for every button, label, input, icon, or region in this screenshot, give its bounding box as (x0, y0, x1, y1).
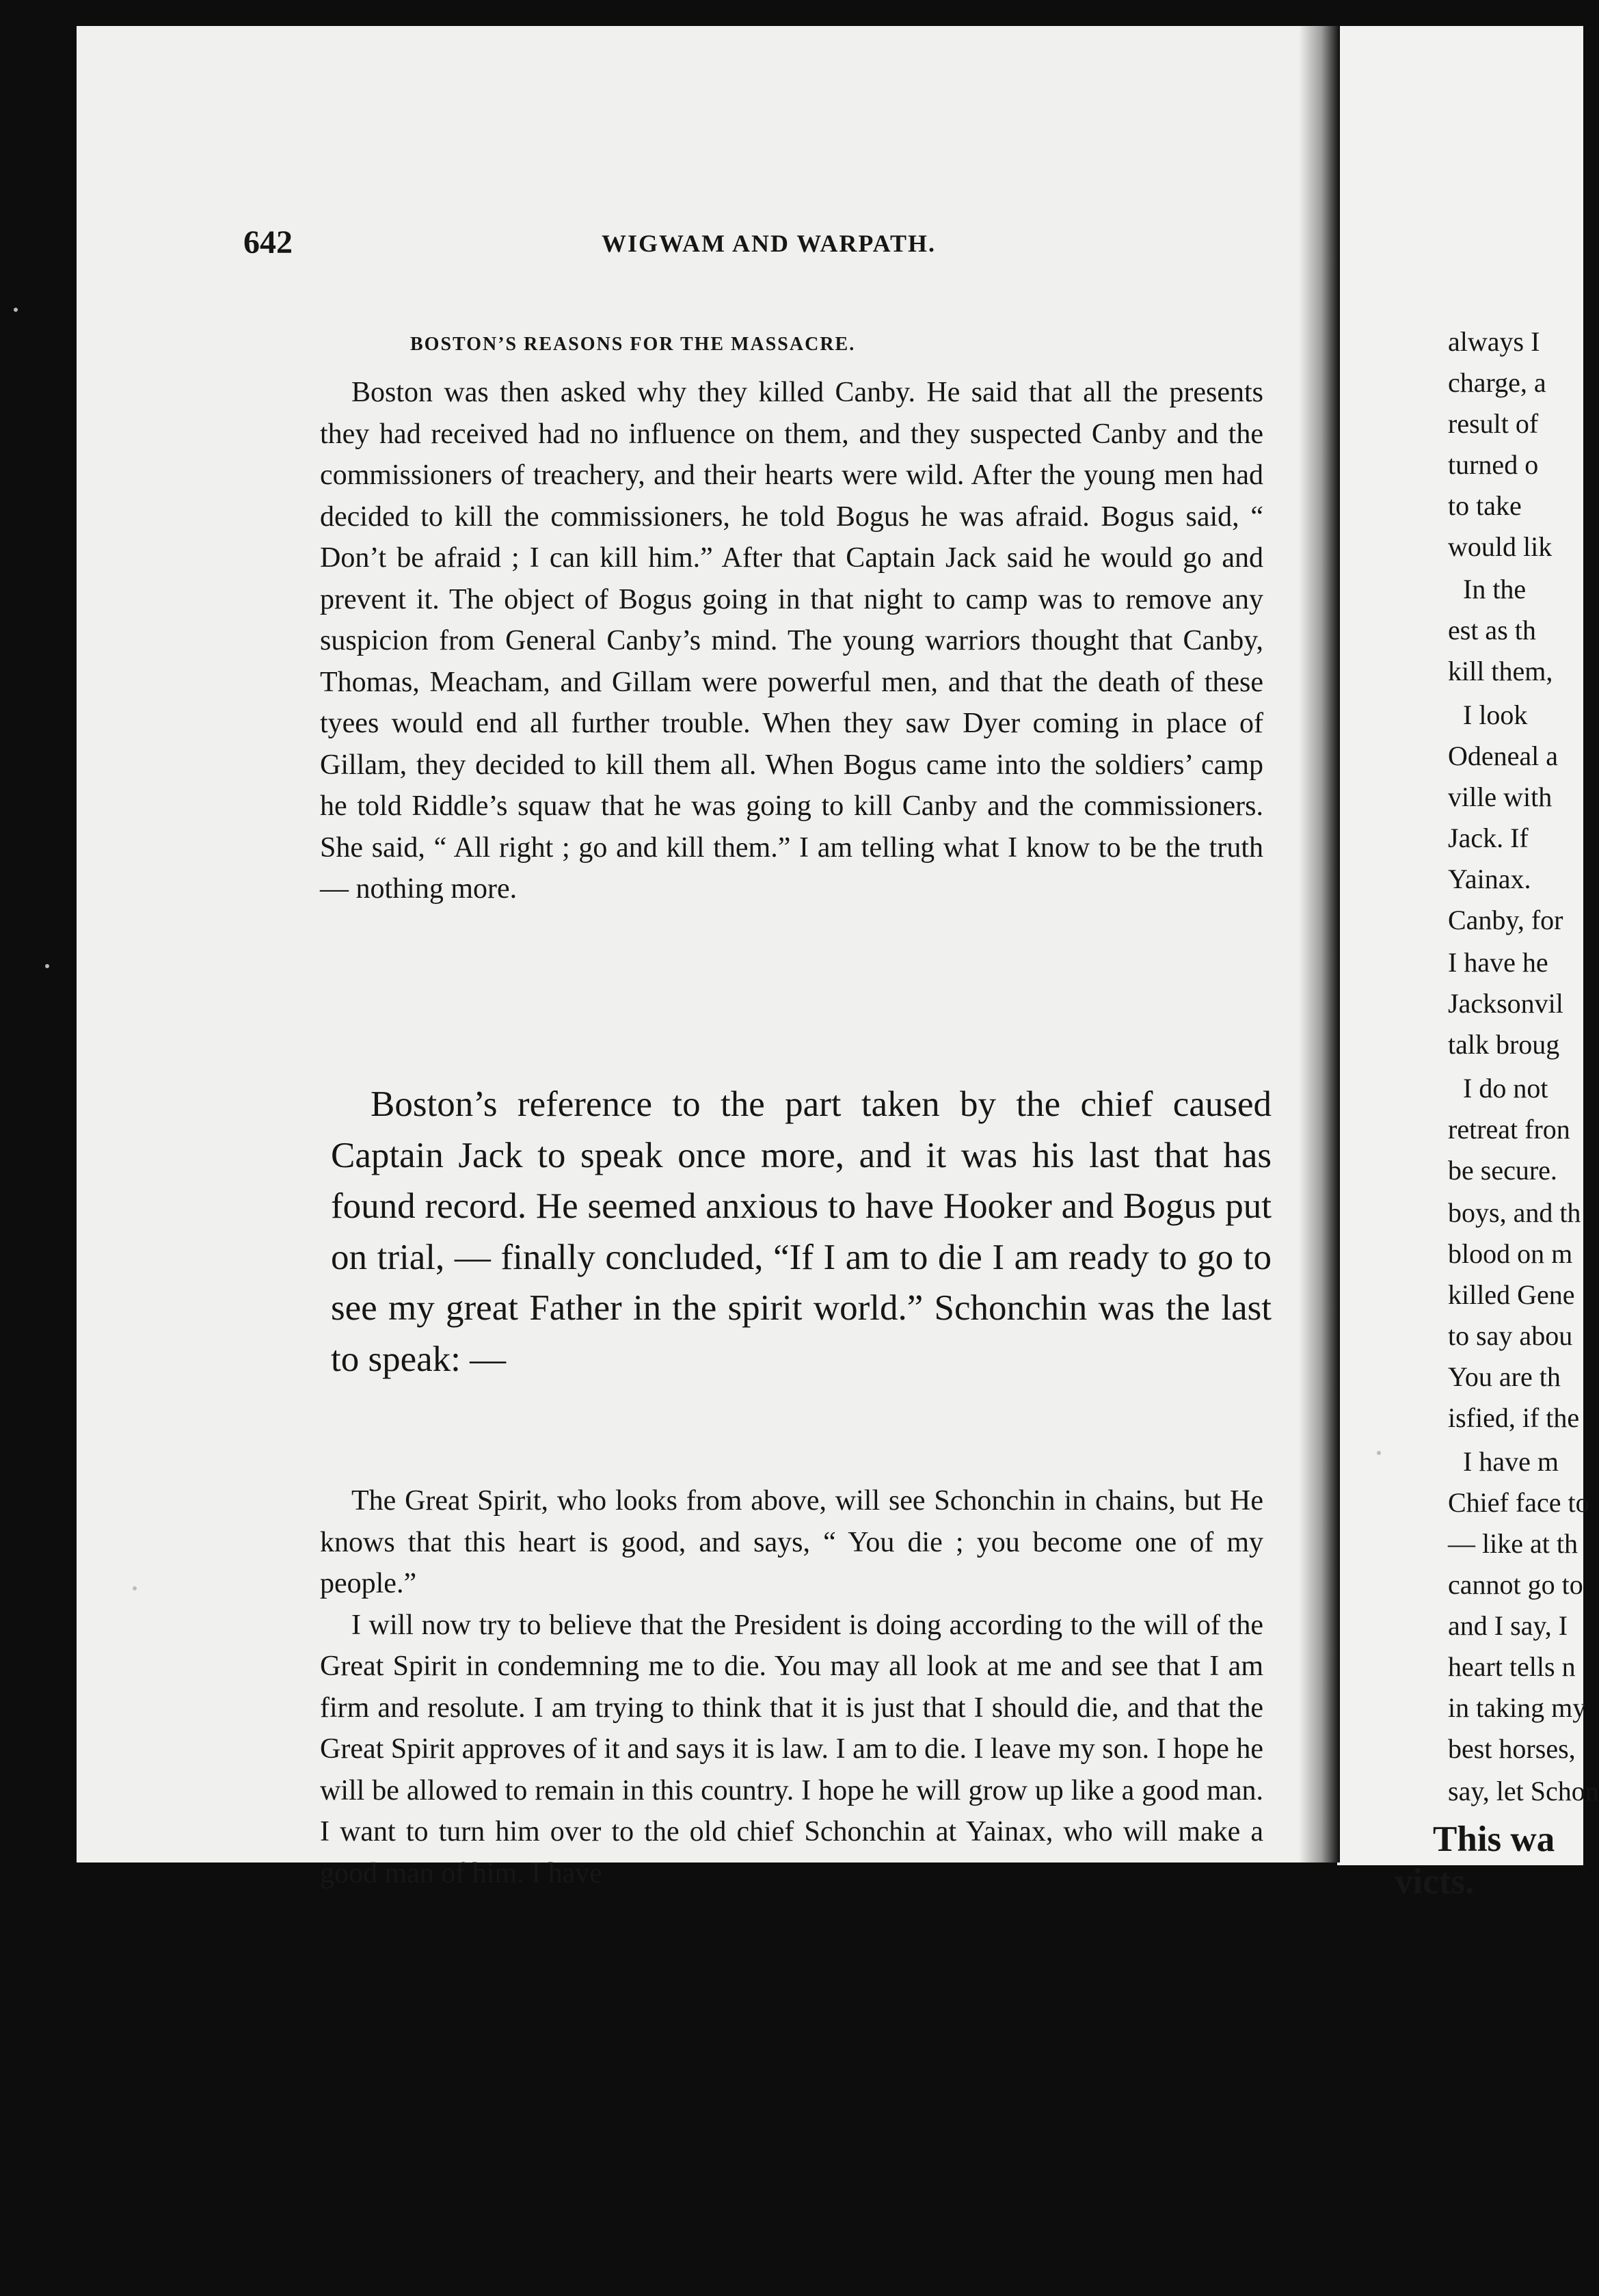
right-page-line: Chief face to (1448, 1487, 1589, 1518)
right-page-line: result of (1448, 408, 1539, 439)
body-paragraph: Boston’s reference to the part taken by the chief caused Captain Jack to speak once more, and it was his last that has found record. He seemed anxious to have Hooker and Bogus put on trial, — finally concluded, “If I am to die I am ready to go to see my great Father in the spirit world.” Schonchin was the last to speak: — (331, 1084, 1272, 1379)
right-page-line: isfied, if the (1448, 1402, 1580, 1433)
right-page-line: killed Gene (1448, 1279, 1575, 1310)
right-page-line: ville with (1448, 782, 1553, 812)
right-page-line: retreat fron (1448, 1114, 1570, 1145)
right-page-line: I look (1463, 699, 1528, 730)
right-page-line: Jacksonvil (1448, 988, 1563, 1019)
right-page-large-line: This wa (1433, 1819, 1555, 1859)
right-page-line: be secure. (1448, 1155, 1557, 1186)
section-heading: BOSTON’S REASONS FOR THE MASSACRE. (410, 334, 856, 355)
right-page-line: Canby, for (1448, 905, 1563, 935)
right-page-line: in taking my (1448, 1692, 1587, 1723)
right-page-line: always I (1448, 326, 1540, 357)
right-page-line: turned o (1448, 449, 1539, 480)
right-page-line: Jack. If (1448, 823, 1529, 853)
right-page-line: charge, a (1448, 367, 1546, 398)
right-page-line: I have m (1463, 1446, 1559, 1477)
book-gutter-shadow (1299, 26, 1340, 1863)
right-page-line: talk broug (1448, 1029, 1560, 1060)
right-page-line: and I say, I (1448, 1610, 1568, 1641)
right-page-line: Odeneal a (1448, 740, 1559, 771)
running-head: WIGWAM AND WARPATH. (602, 230, 937, 257)
boston-quote-block (320, 372, 1263, 910)
schonchin-quote-paragraph-2: I will now try to believe that the President is doing according to the will of the Great Spirit in condemning me to die. You may all look at me and see that I am firm and resolute. I am trying to think that it is just that I should die, and that the Great Spirit approves of it and says it is law. I am to die. I leave my son. I hope he will be allowed to remain in this country. I hope he will grow up like a good man. I want to turn him over to the old chief Schonchin at Yainax, who will make a good man of him. I have (320, 1609, 1263, 1889)
page-header (243, 224, 1269, 265)
right-page-line: would lik (1448, 531, 1553, 562)
right-page-line: kill them, (1448, 656, 1553, 686)
right-page-line: say, let Schon (1448, 1776, 1599, 1806)
boston-quote-paragraph: Boston was then asked why they killed Canby. He said that all the presents they had received had no influence on them, and they suspected Canby and the commissioners of treachery, and their hearts were wild. After the young men had decided to kill the commissioners, he told Bogus he was afraid. Bogus said, “ Don’t be afraid ; I can kill him.” After that Captain Jack said he would go and prevent it. The object of Bogus going in that night to camp was to remove any suspicion from General Canby’s mind. The young warriors thought that Canby, Thomas, Meacham, and Gillam were powerful men, and that the death of these tyees would end all further trouble. When they saw Dyer coming in place of Gillam, they decided to kill them all. When Bogus came into the soldiers’ camp he told Riddle’s squaw that he was going to kill Canby and the commissioners. She said, “ All right ; go and kill them.” I am telling what I know to be the truth — nothing more. (320, 377, 1263, 905)
scan-speck (45, 964, 49, 968)
right-page-line: to say abou (1448, 1320, 1573, 1351)
schonchin-quote-block (320, 1480, 1263, 1894)
right-page-line: heart tells n (1448, 1651, 1576, 1682)
scan-speck (133, 1586, 137, 1590)
right-page-large-line: victs. (1395, 1862, 1475, 1901)
right-page-line: to take (1448, 490, 1522, 521)
right-page-line: I do not (1463, 1073, 1548, 1104)
scan-speck (1377, 1451, 1381, 1455)
right-page-line: best horses, (1448, 1733, 1576, 1764)
scan-speck (14, 308, 18, 312)
right-page-line: boys, and th (1448, 1197, 1581, 1228)
right-page-line: You are th (1448, 1361, 1561, 1392)
right-page-line: Yainax. (1448, 864, 1531, 894)
right-page-line: I have he (1448, 947, 1548, 978)
right-page-line: In the (1463, 574, 1527, 604)
right-page-line: blood on m (1448, 1238, 1573, 1269)
schonchin-quote-paragraph-1: The Great Spirit, who looks from above, will see Schonchin in chains, but He knows that this heart is good, and says, “ You die ; you become one of my people.” (320, 1485, 1263, 1599)
right-page-line: — like at th (1448, 1528, 1578, 1559)
right-page-line: cannot go to (1448, 1569, 1583, 1600)
page-number: 642 (243, 224, 293, 261)
right-page-line: est as th (1448, 615, 1536, 645)
